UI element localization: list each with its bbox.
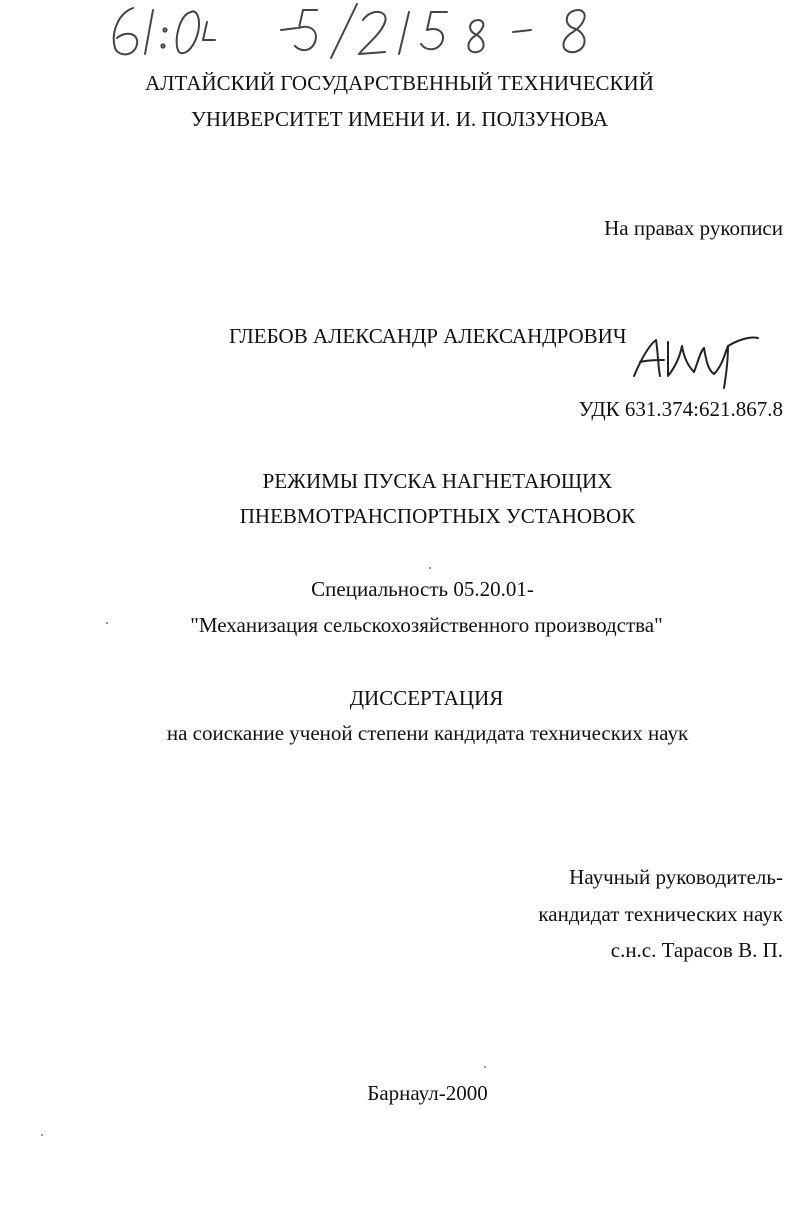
specialty-name: "Механизация сельскохозяйственного производства" <box>190 613 663 637</box>
supervisor-role: Научный руководитель- <box>569 865 783 889</box>
author-name: ГЛЕБОВ АЛЕКСАНДР АЛЕКСАНДРОВИЧ <box>229 324 627 348</box>
manuscript-rights-label: На правах рукописи <box>604 216 783 240</box>
specialty-code: Специальность 05.20.01- <box>311 577 534 601</box>
scan-speck <box>429 567 431 569</box>
university-name-line1: АЛТАЙСКИЙ ГОСУДАРСТВЕННЫЙ ТЕХНИЧЕСКИЙ <box>145 71 654 95</box>
degree-description: на соискание ученой степени кандидата технических наук <box>166 721 689 745</box>
supervisor-degree: кандидат технических наук <box>538 902 783 926</box>
scan-speck <box>106 622 108 624</box>
document-type-heading: ДИССЕРТАЦИЯ <box>349 686 504 710</box>
supervisor-name: с.н.с. Тарасов В. П. <box>610 938 783 962</box>
scan-speck <box>41 1134 43 1136</box>
udc-code: УДК 631.374:621.867.8 <box>578 397 783 421</box>
scan-speck <box>484 1066 486 1068</box>
university-name-line2: УНИВЕРСИТЕТ ИМЕНИ И. И. ПОЛЗУНОВА <box>190 107 609 131</box>
place-and-year: Барнаул-2000 <box>367 1081 488 1105</box>
dissertation-title-line1: РЕЖИМЫ ПУСКА НАГНЕТАЮЩИХ <box>262 469 613 493</box>
handwritten-archive-code <box>95 0 615 62</box>
dissertation-title-line2: ПНЕВМОТРАНСПОРТНЫХ УСТАНОВОК <box>239 504 636 528</box>
